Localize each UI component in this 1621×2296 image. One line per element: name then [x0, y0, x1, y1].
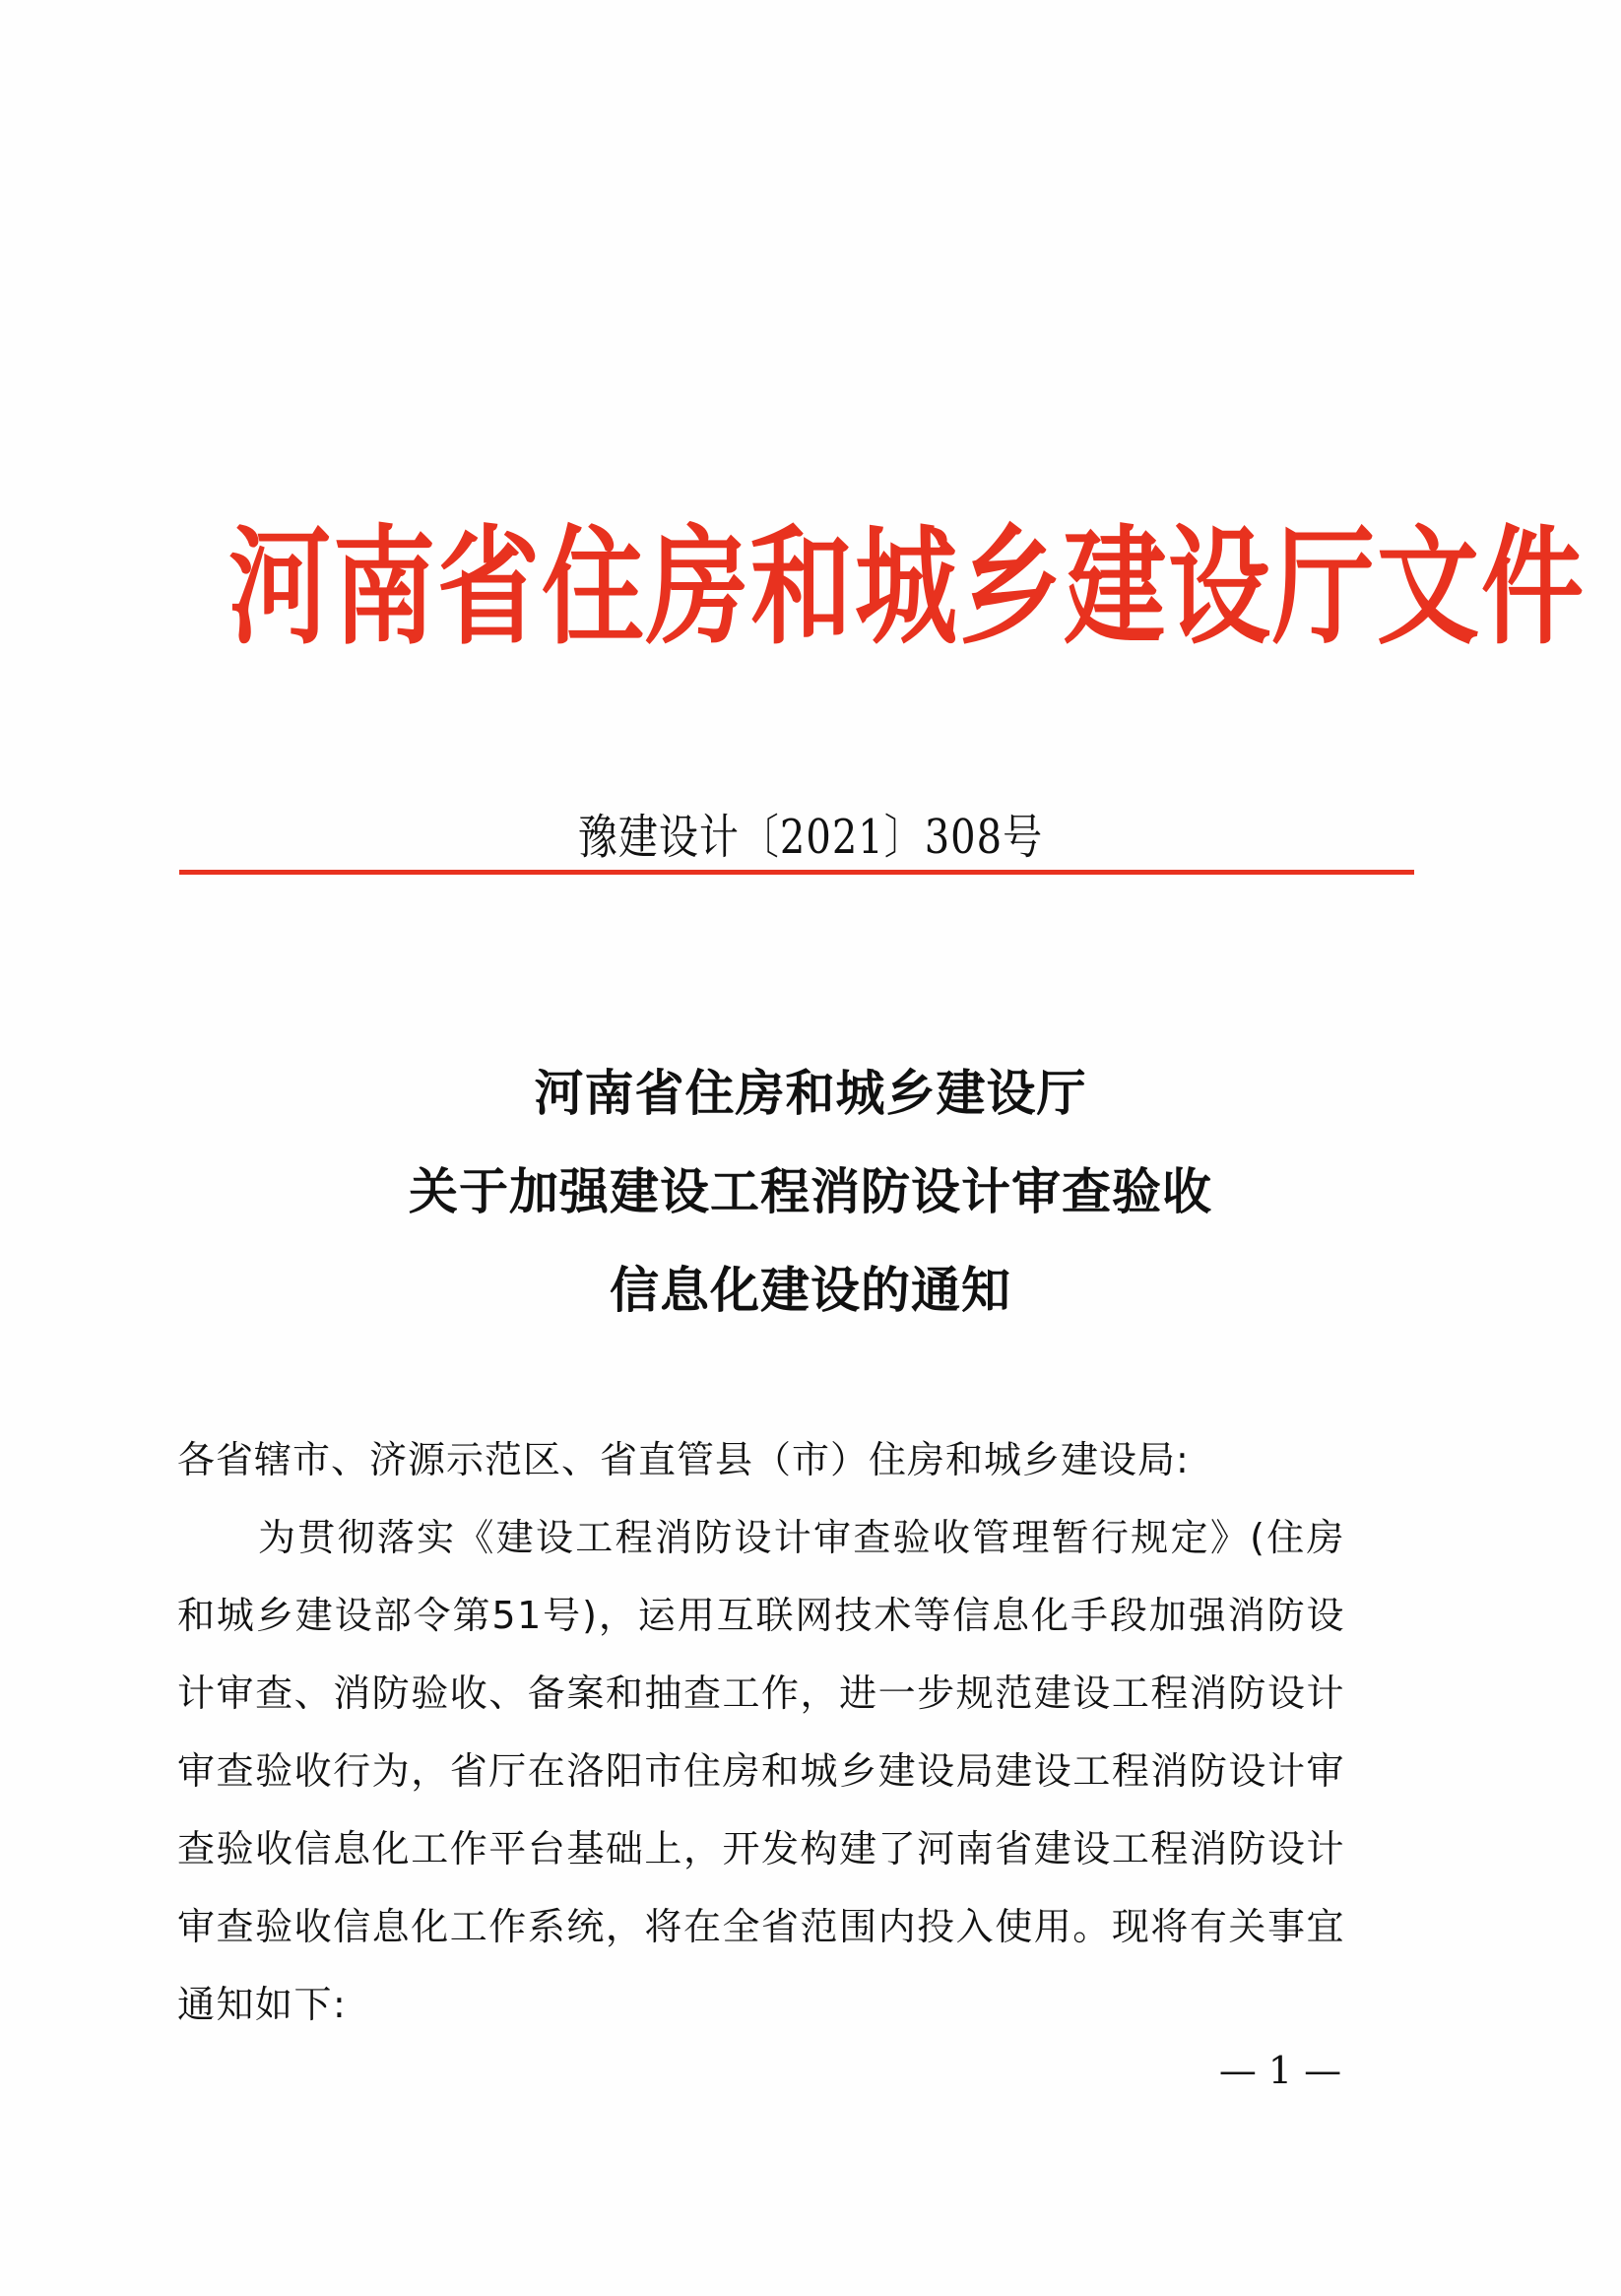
notice-title-line-3: 信息化建设的通知 — [610, 1261, 1011, 1319]
notice-title — [197, 1044, 1424, 1340]
salutation: 各省辖市、济源示范区、省直管县（市）住房和城乡建设局: — [177, 1438, 1190, 1481]
document-number: 豫建设计〔2021〕308号 — [577, 810, 1044, 865]
body-paragraph: 为贯彻落实《建设工程消防设计审查验收管理暂行规定》(住房和城乡建设部令第51号)，运用互联网技术等信息化手段加强消防设计审查、消防验收、备案和抽查工作，进一步规范建设工程消防设计审查验收行为，省厅在洛阳市住房和城乡建设局建设工程消防设计审查验收信息化工作平台基础上，开发构建了河南省建设工程消防设计审查验收信息化工作系统，将在全省范围内投入使用。现将有关事宜通知如下: — [177, 1516, 1345, 2026]
masthead-title: 河南省住房和城乡建设厅文件 — [228, 512, 1587, 663]
notice-body — [177, 1421, 1345, 2044]
page-number: — 1 — — [1218, 2049, 1342, 2092]
notice-title-line-1: 河南省住房和城乡建设厅 — [534, 1064, 1087, 1122]
red-divider-rule — [179, 870, 1414, 875]
notice-title-line-2: 关于加强建设工程消防设计审查验收 — [409, 1162, 1212, 1220]
